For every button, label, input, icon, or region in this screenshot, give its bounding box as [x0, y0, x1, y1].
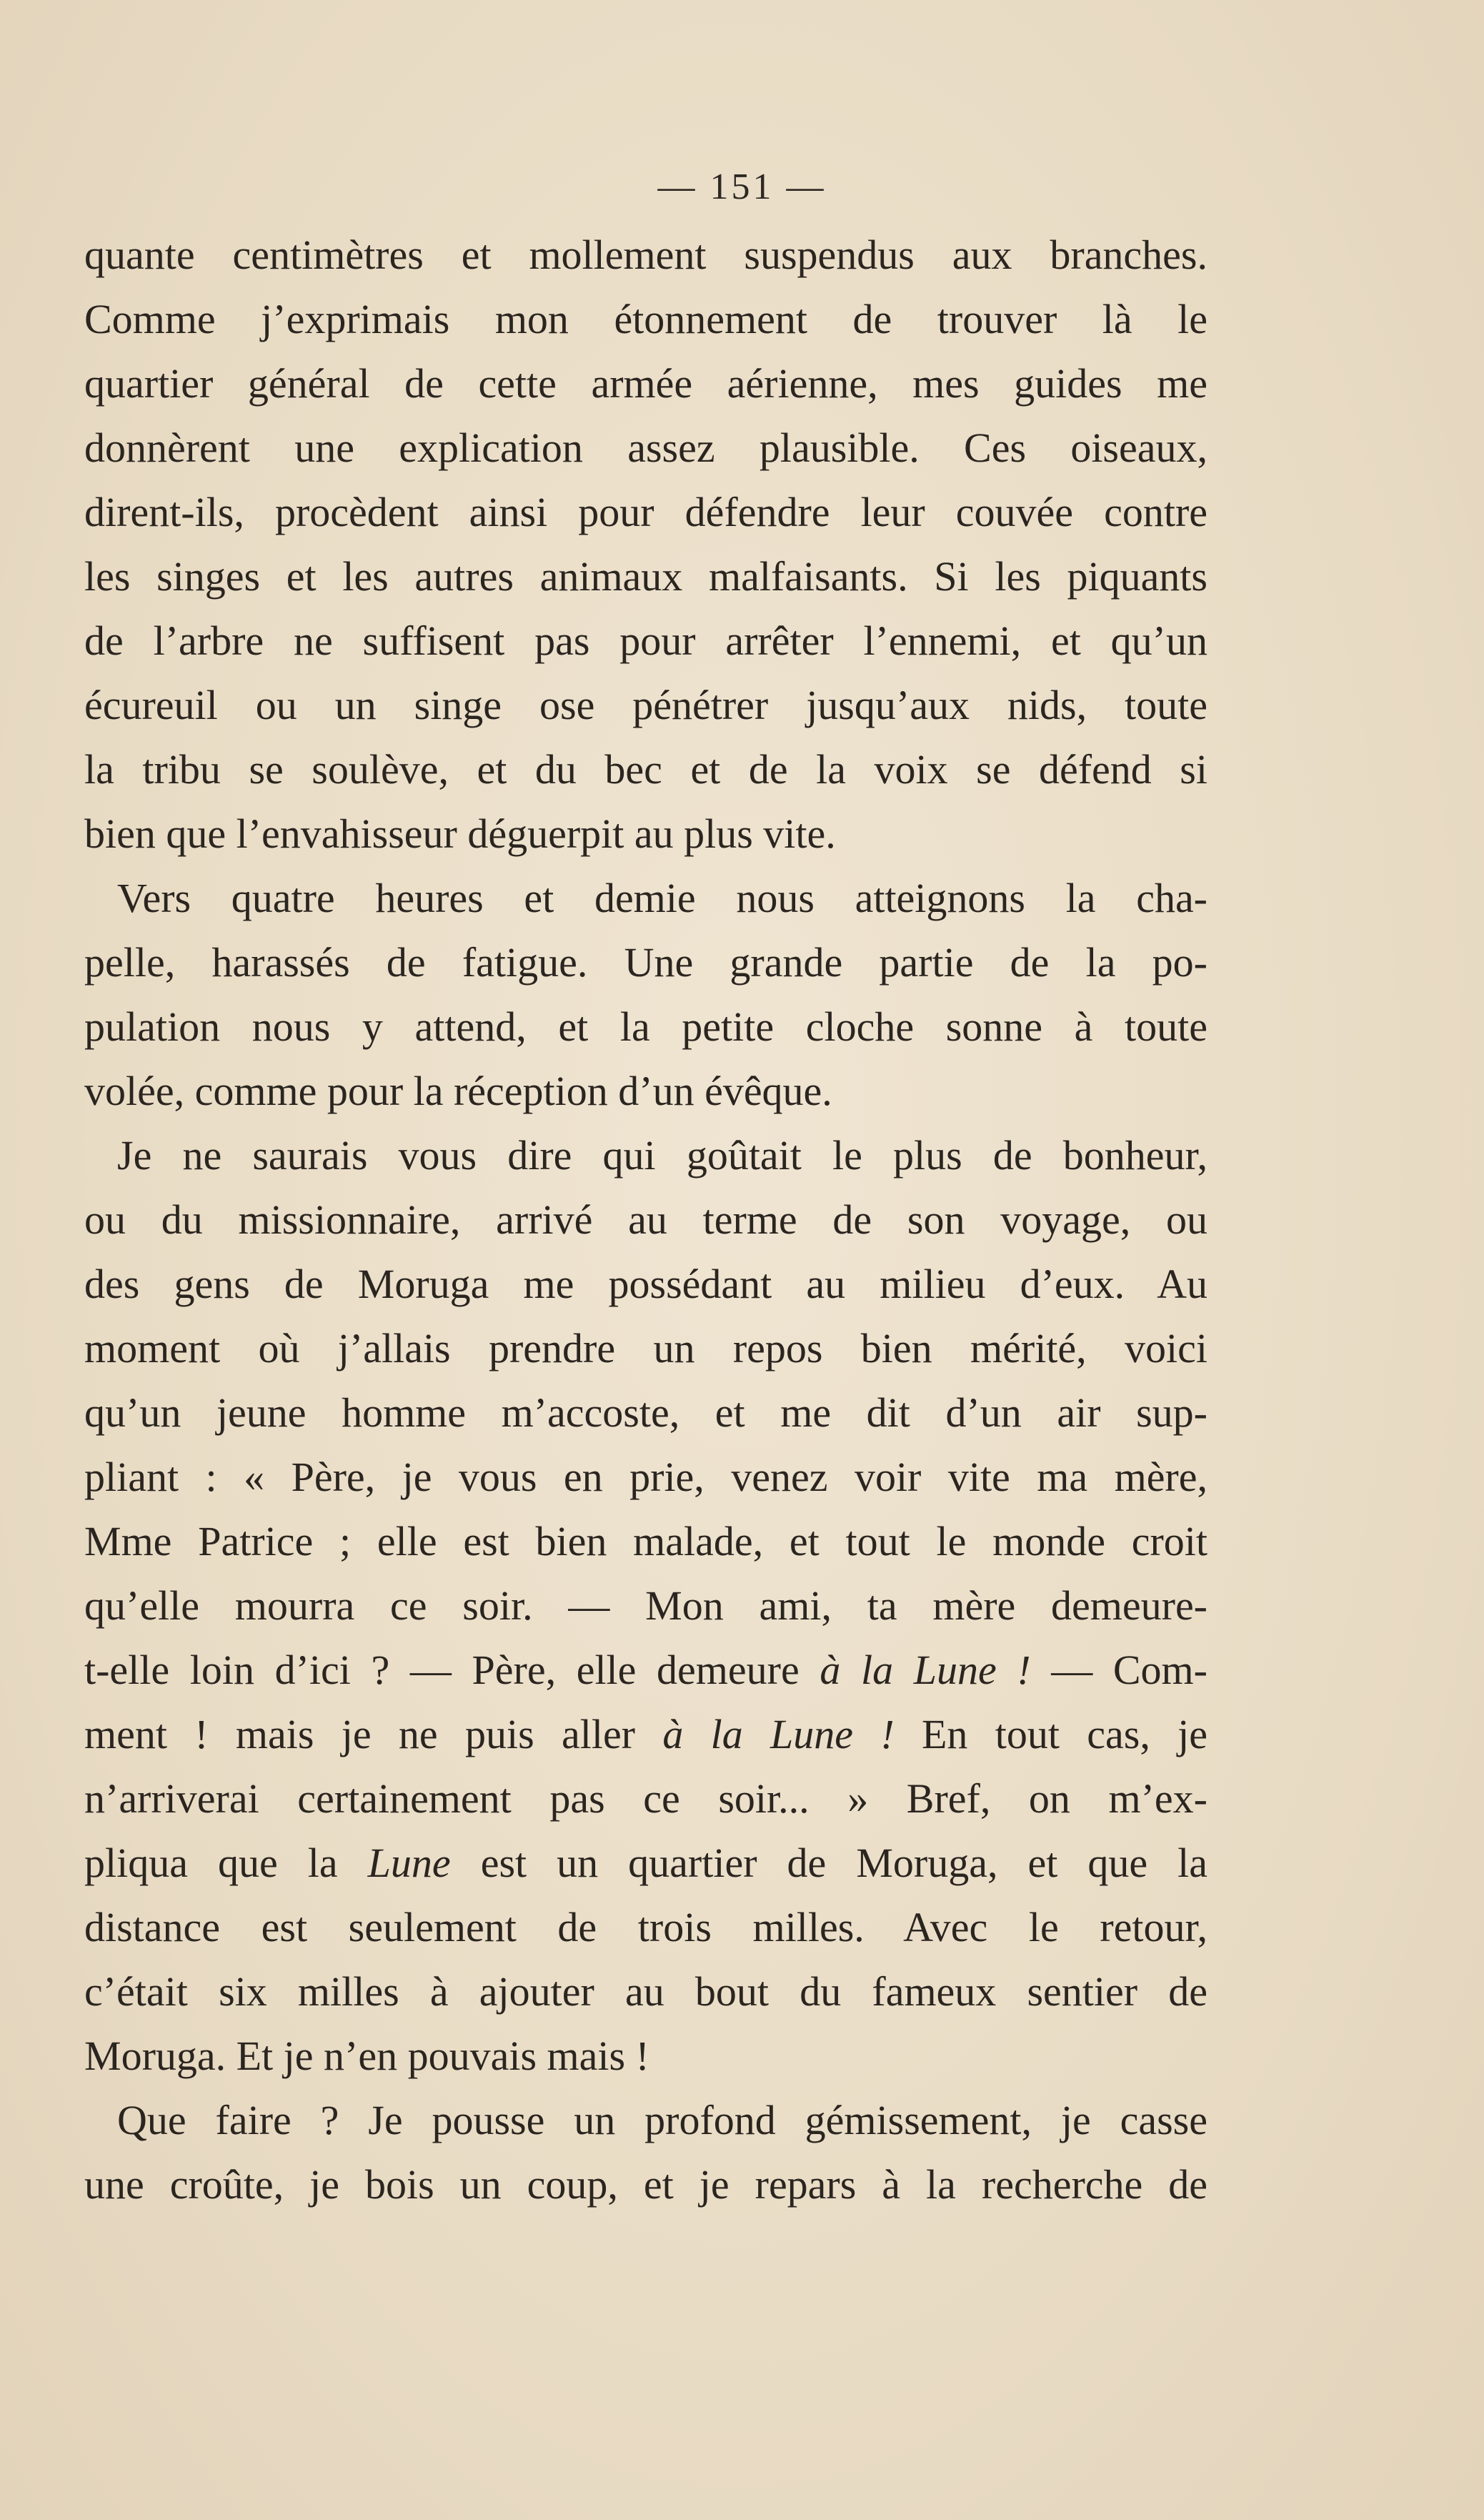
text-line: pulation nous y attend, et la petite cloche sonne à toute — [84, 1003, 1207, 1050]
text-line: les singes et les autres animaux malfaisants. Si les piquants — [84, 553, 1207, 600]
text-line: une croûte, je bois un coup, et je repars à la recherche de — [84, 2161, 1207, 2208]
text-run: pliqua que la — [84, 1840, 368, 1886]
italic-text: à la Lune ! — [820, 1647, 1031, 1693]
text-line: la tribu se soulève, et du bec et de la voix se défend si — [84, 746, 1207, 793]
text-line: Comme j’exprimais mon étonnement de trouver là le — [84, 296, 1207, 342]
text-line: n’arriverai certainement pas ce soir... » Bref, on m’ex- — [84, 1775, 1207, 1822]
text-line: bien que l’envahisseur déguerpit au plus vite. — [84, 810, 836, 857]
text-line: qu’elle mourra ce soir. — Mon ami, ta mère demeure- — [84, 1582, 1207, 1629]
paragraph — [84, 1123, 1207, 2088]
text-line: pelle, harassés de fatigue. Une grande partie de la po- — [84, 939, 1207, 986]
page-number: — 151 — — [657, 167, 827, 207]
text-line: quante centimètres et mollement suspendus aux branches. — [84, 232, 1207, 278]
text-line — [84, 1702, 1207, 1767]
paragraph — [84, 2088, 1207, 2217]
text-line: Mme Patrice ; elle est bien malade, et tout le monde croit — [84, 1518, 1207, 1564]
text-line: c’était six milles à ajouter au bout du fameux sentier de — [84, 1968, 1207, 2015]
text-line — [84, 1638, 1207, 1702]
text-line: moment où j’allais prendre un repos bien mérité, voici — [84, 1325, 1207, 1371]
text-line: écureuil ou un singe ose pénétrer jusqu’aux nids, toute — [84, 682, 1207, 728]
text-run: En tout cas, je — [894, 1711, 1207, 1757]
text-line: de l’arbre ne suffisent pas pour arrêter l’ennemi, et qu’un — [84, 617, 1207, 664]
italic-text: Lune — [367, 1840, 451, 1886]
text-line: volée, comme pour la réception d’un évêque. — [84, 1068, 832, 1114]
text-run: est un quartier de Moruga, et que la — [450, 1840, 1208, 1886]
text-line: qu’un jeune homme m’accoste, et me dit d’un air sup- — [84, 1389, 1207, 1436]
paragraph — [84, 223, 1207, 866]
text-line — [84, 1831, 1207, 1895]
italic-text: à la Lune ! — [662, 1711, 895, 1757]
text-line: dirent-ils, procèdent ainsi pour défendre leur couvée contre — [84, 489, 1207, 535]
body-text — [84, 223, 1207, 2217]
text-line: Que faire ? Je pousse un profond gémissement, je casse — [117, 2097, 1207, 2143]
text-line: Vers quatre heures et demie nous atteignons la cha- — [117, 875, 1207, 921]
text-line: pliant : « Père, je vous en prie, venez voir vite ma mère, — [84, 1454, 1207, 1500]
text-line: donnèrent une explication assez plausible. Ces oiseaux, — [84, 425, 1207, 471]
text-run: — Com- — [1030, 1647, 1207, 1693]
text-run: t-elle loin d’ici ? — Père, elle demeure — [84, 1647, 820, 1693]
text-line: des gens de Moruga me possédant au milieu d’eux. Au — [84, 1261, 1207, 1307]
text-line: Moruga. Et je n’en pouvais mais ! — [84, 2033, 649, 2079]
text-line: Je ne saurais vous dire qui goûtait le plus de bonheur, — [117, 1132, 1207, 1179]
text-line: ou du missionnaire, arrivé au terme de son voyage, ou — [84, 1196, 1207, 1243]
paragraph — [84, 866, 1207, 1123]
text-run: ment ! mais je ne puis aller — [84, 1711, 663, 1757]
text-line: distance est seulement de trois milles. Avec le retour, — [84, 1904, 1207, 1950]
text-line: quartier général de cette armée aérienne, mes guides me — [84, 360, 1207, 407]
